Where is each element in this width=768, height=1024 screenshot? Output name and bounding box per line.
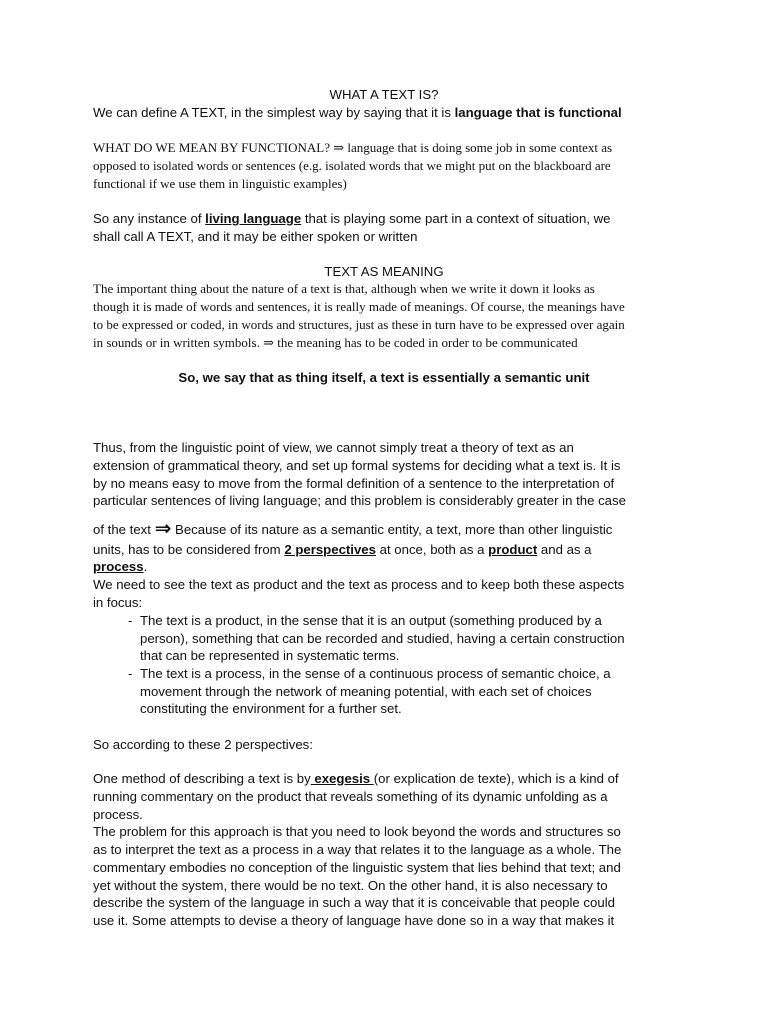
living-text: So any instance of bbox=[93, 211, 206, 226]
thus-line-1: Thus, from the linguistic point of view, we cannot simply treat a theory of text as an bbox=[93, 440, 574, 455]
meaning-line-3: to be expressed or coded, in words and structures, just as these in turn have to be expressed over again bbox=[93, 317, 625, 332]
need-line-1: We need to see the text as product and the text as process and to keep both these aspects bbox=[93, 577, 625, 592]
problem-line-6: use it. Some attempts to devise a theory of language have done so in a way that makes it bbox=[93, 913, 615, 928]
problem-line-3: commentary embodies no conception of the linguistic system that lies behind that text; and bbox=[93, 860, 621, 875]
bullet-product-line-2: person), something that can be recorded and studied, having a certain construction bbox=[140, 631, 625, 646]
thus-line-3: by no means easy to move from the formal definition of a sentence to the interpretation of bbox=[93, 476, 615, 491]
meaning-line-2: though it is made of words and sentences, it is really made of meanings. Of course, the meanings have bbox=[93, 299, 625, 314]
exegesis-term: exegesis bbox=[310, 771, 374, 786]
page-title: WHAT A TEXT IS? bbox=[329, 87, 439, 102]
bullet-item-process bbox=[128, 665, 611, 683]
bullet-process-line-1: The text is a process, in the sense of a continuous process of semantic choice, a bbox=[140, 666, 611, 681]
semantic-unit-statement: So, we say that as thing itself, a text is essentially a semantic unit bbox=[178, 370, 590, 385]
living-language-term: living language bbox=[205, 211, 302, 226]
meaning-line-1: The important thing about the nature of a text is that, although when we write it down it looks as bbox=[93, 281, 595, 296]
thus-line-2: extension of grammatical theory, and set up formal systems for deciding what a text is. It is bbox=[93, 458, 621, 473]
thus-line-5 bbox=[93, 520, 612, 539]
thus-line-6 bbox=[93, 541, 592, 559]
problem-line-1: The problem for this approach is that you need to look beyond the words and structures so bbox=[93, 824, 621, 839]
bullet-product-line-1: The text is a product, in the sense that it is an output (something produced by a bbox=[140, 613, 602, 628]
definition-line bbox=[93, 104, 622, 122]
problem-line-2: as to interpret the text as a process in a way that relates it to the language as a whole. The bbox=[93, 842, 622, 857]
method-line-1-post: (or explication de texte), which is a kind of bbox=[373, 771, 619, 786]
bullet-product-line-3: that can be represented in systematic terms. bbox=[140, 648, 400, 663]
living-line-2: shall call A TEXT, and it may be either spoken or written bbox=[93, 229, 418, 244]
living-text-post: that is playing some part in a context of situation, we bbox=[301, 211, 611, 226]
method-line-3: process. bbox=[93, 807, 143, 822]
perspectives-term: 2 perspectives bbox=[284, 542, 376, 557]
thus-line-7 bbox=[93, 558, 147, 576]
product-term: product bbox=[488, 542, 538, 557]
bullet-process-line-2: movement through the network of meaning potential, with each set of choices bbox=[140, 684, 592, 699]
perspectives-line: So according to these 2 perspectives: bbox=[93, 737, 313, 752]
functional-line-1: WHAT DO WE MEAN BY FUNCTIONAL? ⇒ language that is doing some job in some context as bbox=[93, 140, 613, 155]
thus-line-6-mid: at once, both as a bbox=[375, 542, 489, 557]
thus-line-5-pre: of the text bbox=[93, 522, 155, 537]
problem-line-5: describe the system of the language in such a way that it is conceivable that people could bbox=[93, 895, 615, 910]
thus-line-5-post: Because of its nature as a semantic entity, a text, more than other linguistic bbox=[171, 522, 613, 537]
right-arrow-icon: ⇒ bbox=[154, 518, 172, 540]
method-line-1-pre: One method of describing a text is by bbox=[93, 771, 311, 786]
thus-line-7-post: . bbox=[143, 559, 148, 574]
process-term: process bbox=[93, 559, 144, 574]
method-line-1 bbox=[93, 770, 619, 788]
definition-text: We can define A TEXT, in the simplest way by saying that it is bbox=[93, 105, 455, 120]
bullet-process-line-3: constituting the environment for a further set. bbox=[140, 701, 402, 716]
bullet-dash: - bbox=[128, 666, 133, 681]
functional-line-3: functional if we use them in linguistic examples) bbox=[93, 176, 347, 191]
functional-line-2: opposed to isolated words or sentences (e.g. isolated words that we might put on the blackboard are bbox=[93, 158, 611, 173]
problem-line-4: yet without the system, there would be no text. On the other hand, it is also necessary to bbox=[93, 878, 608, 893]
bullet-item-product bbox=[128, 612, 602, 630]
thus-line-4: particular sentences of living language; and this problem is considerably greater in the case bbox=[93, 493, 626, 508]
thus-line-6-pre: units, has to be considered from bbox=[93, 542, 285, 557]
living-line-1 bbox=[93, 210, 611, 228]
meaning-line-4: in sounds or in written symbols. ⇒ the meaning has to be coded in order to be communicated bbox=[93, 335, 578, 350]
meaning-heading: TEXT AS MEANING bbox=[324, 264, 444, 279]
bullet-dash: - bbox=[128, 613, 133, 628]
thus-line-6-post: and as a bbox=[537, 542, 592, 557]
definition-bold: language that is functional bbox=[454, 105, 622, 120]
need-line-2: in focus: bbox=[93, 595, 143, 610]
method-line-2: running commentary on the product that reveals something of its dynamic unfolding as a bbox=[93, 789, 608, 804]
